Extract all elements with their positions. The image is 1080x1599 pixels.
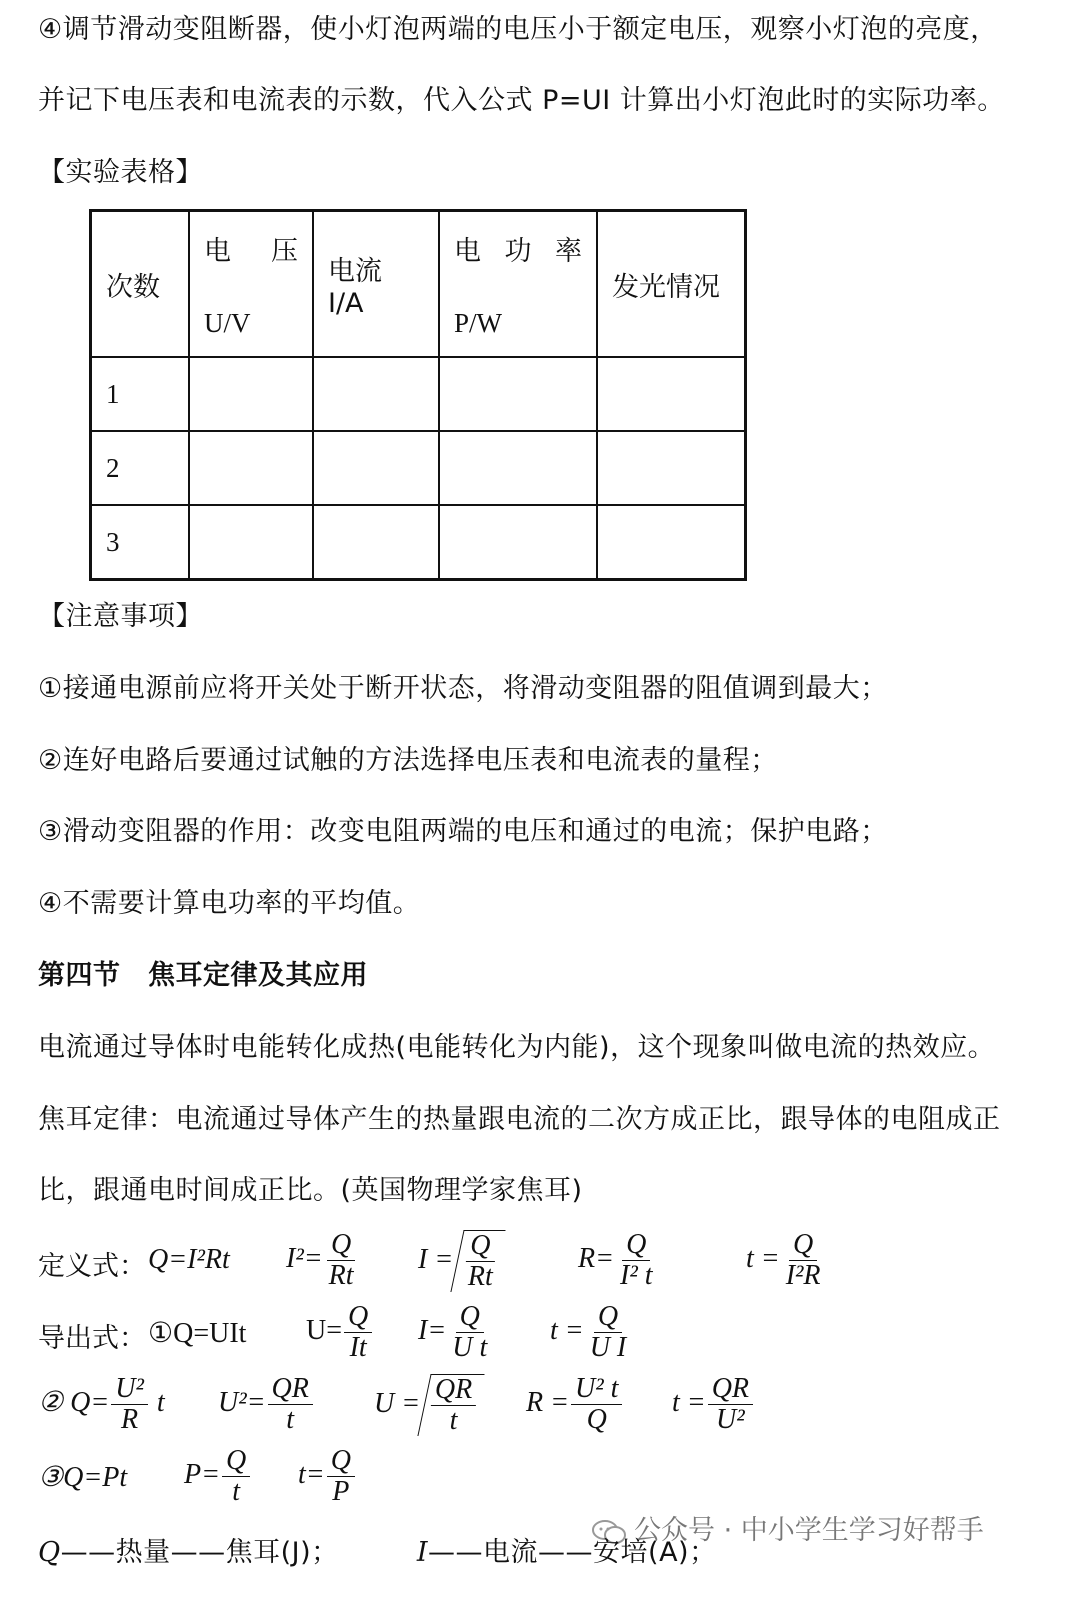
units-line: Q——热量——焦耳(J)； I——电流——安培(A)； <box>38 1537 717 1568</box>
formula-der2-main: ② Q= $\frac{\text{U²}}{R}$ t <box>38 1373 165 1435</box>
section-title: 第四节 焦耳定律及其应用 <box>38 960 368 991</box>
table-row: 3 <box>91 505 746 580</box>
note-1: ①接通电源前应将开关处于断开状态，将滑动变阻器的阻值调到最大； <box>38 673 888 704</box>
derived-label: 导出式： <box>38 1323 146 1354</box>
formula-def-i: I = $\frac{Q}{Rt}$ <box>418 1230 499 1292</box>
formula-der3-t: t= $\frac{Q}{P}$ <box>298 1446 357 1507</box>
table-row: 2 <box>91 431 746 505</box>
formula-der2-r: R = $\frac{\text{U² t}}{Q}$ <box>526 1374 624 1435</box>
watermark: 公众号 · 中小学生学习好帮手 <box>592 1508 984 1547</box>
formula-der1-i: I= $\frac{Q}{\text{U t}}$ <box>418 1301 488 1363</box>
note-3: ③滑动变阻器的作用：改变电阻两端的电压和通过的电流；保护电路； <box>38 816 888 847</box>
formula-def-i2: I²= $\frac{Q}{Rt}$ <box>286 1229 354 1291</box>
paragraph-joule-law-2: 比，跟通电时间成正比。(英国物理学家焦耳) <box>38 1175 583 1206</box>
table-heading: 【实验表格】 <box>38 157 203 188</box>
formula-der2-u: U = $\frac{QR}{t}$ <box>374 1374 478 1436</box>
step4-line-2: 并记下电压表和电流表的示数，代入公式 P=UI 计算出小灯泡此时的实际功率。 <box>38 85 1005 116</box>
header-count: 次数 <box>91 211 190 358</box>
table-header-row <box>91 211 746 358</box>
definition-label: 定义式： <box>38 1251 146 1282</box>
formula-der2-t: t = $\frac{QR}{\text{U²}}$ <box>672 1374 755 1435</box>
paragraph-heat-effect: 电流通过导体时电能转化成热(电能转化为内能)，这个现象叫做电流的热效应。 <box>38 1032 996 1063</box>
formula-def-t: t = $\frac{Q}{\text{I²R}}$ <box>746 1229 821 1291</box>
experiment-table <box>89 209 747 581</box>
paragraph-joule-law-1: 焦耳定律：电流通过导体产生的热量跟电流的二次方成正比，跟导体的电阻成正 <box>38 1104 1001 1135</box>
header-glow: 发光情况 <box>597 211 746 358</box>
formula-der1-t: t = $\frac{Q}{\text{U I}}$ <box>550 1301 627 1363</box>
formula-def-main: Q=I²Rt <box>148 1244 230 1275</box>
formula-der1-main: ①Q=UIt <box>148 1318 247 1349</box>
header-power: 电 功 率 P/W <box>439 211 597 358</box>
table-row: 1 <box>91 357 746 431</box>
notes-heading: 【注意事项】 <box>38 601 203 632</box>
formula-der2-u2: U²= $\frac{QR}{t}$ <box>218 1374 315 1435</box>
note-2: ②连好电路后要通过试触的方法选择电压表和电流表的量程； <box>38 745 778 776</box>
header-voltage: 电 压 U/V <box>189 211 313 358</box>
formula-def-r: R= $\frac{Q}{\text{I² t}}$ <box>578 1229 653 1291</box>
formula-der1-u: U= $\frac{Q}{It}$ <box>306 1302 374 1363</box>
formula-der3-main: ③Q=Pt <box>38 1462 128 1493</box>
note-4: ④不需要计算电功率的平均值。 <box>38 888 421 919</box>
step4-line-1: ④调节滑动变阻断器，使小灯泡两端的电压小于额定电压，观察小灯泡的亮度， <box>38 14 998 45</box>
formula-der3-p: P= $\frac{Q}{t}$ <box>184 1446 252 1507</box>
header-current: 电流 I/A <box>313 211 439 358</box>
